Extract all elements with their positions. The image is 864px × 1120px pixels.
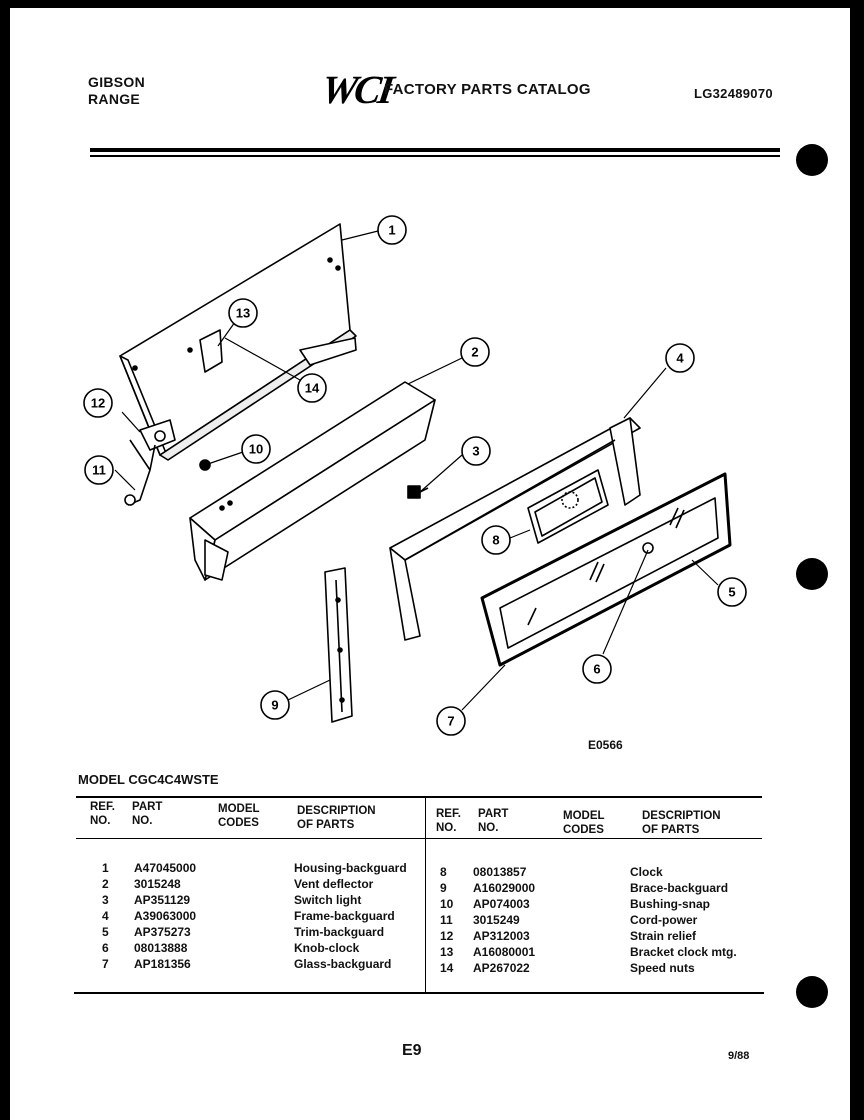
part-no-cell: A16029000 — [473, 881, 536, 895]
description-cell: Bushing-snap — [630, 897, 710, 911]
callout-label: 11 — [92, 462, 106, 478]
description-cell: Trim-backguard — [294, 925, 385, 939]
part-no-cell: AP375273 — [134, 925, 191, 939]
header-model-codes-right: MODEL CODES — [563, 810, 605, 836]
ref-no-cell: 6 — [102, 941, 109, 955]
page-number: E9 — [402, 1042, 422, 1059]
part-no-cell: AP351129 — [134, 893, 191, 907]
table-row — [0, 912, 864, 928]
description-cell: Strain relief — [630, 929, 697, 943]
parts-list-right — [0, 864, 864, 976]
header-model-codes-left: MODEL CODES — [218, 803, 260, 829]
part-brace-backguard — [325, 568, 352, 722]
callout-labels — [91, 223, 736, 729]
description-cell: Switch light — [294, 893, 362, 907]
header-part-no-left: PART NO. — [132, 801, 163, 827]
ref-no-cell: 5 — [102, 925, 109, 939]
revision-date: 9/88 — [728, 1050, 750, 1062]
part-no-cell: 08013888 — [134, 941, 188, 955]
callout-label: 4 — [676, 350, 684, 366]
part-no-cell: AP181356 — [134, 957, 191, 971]
part-no-cell: AP074003 — [473, 897, 530, 911]
table-bottom-rule — [74, 992, 764, 994]
ref-no-cell: 11 — [440, 913, 453, 927]
description-cell: Speed nuts — [630, 961, 695, 975]
header-description-left: DESCRIPTION OF PARTS — [297, 805, 376, 831]
callout-label: 6 — [593, 661, 601, 677]
description-cell: Bracket clock mtg. — [630, 945, 737, 959]
description-cell: Glass-backguard — [294, 957, 392, 971]
ref-no-cell: 2 — [102, 877, 109, 891]
ref-no-cell: 4 — [102, 909, 109, 923]
ref-no-cell: 9 — [440, 881, 447, 895]
part-no-cell: A16080001 — [473, 945, 536, 959]
callout-label: 3 — [472, 443, 480, 459]
description-cell: Knob-clock — [294, 941, 360, 955]
callout-label: 12 — [90, 395, 106, 411]
part-no-cell: A39063000 — [134, 909, 197, 923]
table-row — [0, 928, 864, 944]
part-no-cell: A47045000 — [134, 861, 197, 875]
part-no-cell: AP312003 — [473, 929, 530, 943]
description-cell: Vent deflector — [294, 877, 374, 891]
callout-label: 5 — [728, 584, 736, 600]
part-no-cell: AP267022 — [473, 961, 530, 975]
part-no-cell: 3015248 — [134, 877, 181, 891]
callout-label: 13 — [235, 305, 251, 321]
document-id: LG32489070 — [694, 86, 773, 101]
table-top-rule — [76, 796, 762, 798]
part-no-cell: 08013857 — [473, 865, 527, 879]
description-cell: Frame-backguard — [294, 909, 395, 923]
callout-label: 14 — [304, 380, 320, 396]
description-cell: Housing-backguard — [294, 861, 407, 875]
drawing-code: E0566 — [588, 738, 623, 752]
callout-circles — [84, 216, 746, 735]
callout-label: 8 — [492, 532, 500, 548]
header-ref-no-left: REF. NO. — [90, 801, 115, 827]
header-part-no-right: PART NO. — [478, 808, 509, 834]
table-row — [0, 944, 864, 960]
callout-label: 7 — [447, 713, 455, 729]
ref-no-cell: 13 — [440, 945, 454, 959]
brand-line-1: GIBSON — [88, 74, 146, 90]
table-row — [0, 880, 864, 896]
ref-no-cell: 7 — [102, 957, 109, 971]
description-cell: Cord-power — [630, 913, 698, 927]
header-ref-no-right: REF. NO. — [436, 808, 461, 834]
callout-label: 2 — [471, 344, 479, 360]
ref-no-cell: 14 — [440, 961, 454, 975]
header-description-right: DESCRIPTION OF PARTS — [642, 810, 721, 836]
description-cell: Brace-backguard — [630, 881, 729, 895]
model-label: MODEL CGC4C4WSTE — [78, 772, 219, 787]
ref-no-cell: 1 — [102, 861, 109, 875]
callout-label: 9 — [271, 697, 279, 713]
ref-no-cell: 8 — [440, 865, 447, 879]
callout-label: 1 — [388, 222, 396, 238]
wci-logo: WCI — [318, 67, 394, 112]
part-no-cell: 3015249 — [473, 913, 520, 927]
table-row — [0, 896, 864, 912]
ref-no-cell: 10 — [440, 897, 454, 911]
brand-line-2: RANGE — [88, 91, 141, 107]
table-row — [0, 960, 864, 976]
table-row — [0, 864, 864, 880]
ref-no-cell: 3 — [102, 893, 109, 907]
description-cell: Clock — [630, 865, 663, 879]
catalog-title: FACTORY PARTS CATALOG — [384, 81, 591, 98]
callout-label: 10 — [248, 441, 264, 457]
ref-no-cell: 12 — [440, 929, 454, 943]
table-header-rule — [76, 838, 762, 839]
